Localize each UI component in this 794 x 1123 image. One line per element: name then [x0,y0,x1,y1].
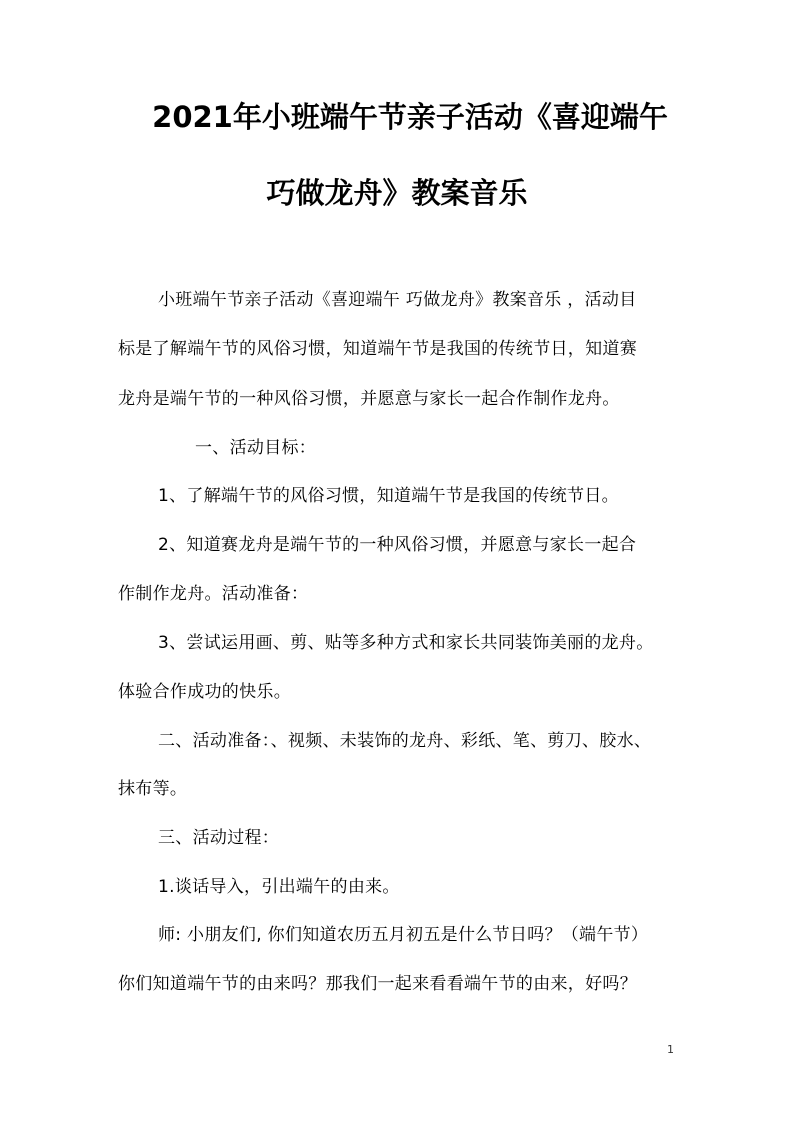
document-title-line-2: 巧做龙舟》教案音乐 [266,176,528,210]
paragraph-line: 小班端午节亲子活动《喜迎端午 巧做龙舟》教案音乐 ，活动目 [158,290,637,310]
paragraph-line: 师: 小朋友们, 你们知道农历五月初五是什么节日吗？（端午节） [158,925,649,945]
document-title-line-1: 2021年小班端午节亲子活动《喜迎端午 [152,100,668,134]
paragraph-line: 你们知道端午节的由来吗？那我们一起来看看端午节的由来，好吗？ [118,974,637,994]
paragraph-line: 1.谈话导入，引出端午的由来。 [158,877,400,897]
paragraph-line: 2、知道赛龙舟是端午节的一种风俗习惯，并愿意与家长一起合 [158,535,637,555]
section-heading: 一、活动目标： [195,438,317,458]
paragraph-line: 龙舟是端午节的一种风俗习惯，并愿意与家长一起合作制作龙舟。 [118,389,620,409]
section-heading: 三、活动过程： [158,828,280,848]
paragraph-line: 3、尝试运用画、剪、贴等多种方式和家长共同装饰美丽的龙舟。 [158,633,654,653]
paragraph-line: 抹布等。 [118,779,188,799]
section-heading: 二、活动准备：、视频、未装饰的龙舟、彩纸、笔、剪刀、胶水、 [158,731,652,751]
page-number: 1 [667,1043,674,1056]
paragraph-line: 作制作龙舟。活动准备： [118,584,309,604]
paragraph-line: 标是了解端午节的风俗习惯，知道端午节是我国的传统节日，知道赛 [118,339,637,359]
paragraph-line: 体验合作成功的快乐。 [118,682,291,702]
paragraph-line: 1、了解端午节的风俗习惯，知道端午节是我国的传统节日。 [158,486,619,506]
